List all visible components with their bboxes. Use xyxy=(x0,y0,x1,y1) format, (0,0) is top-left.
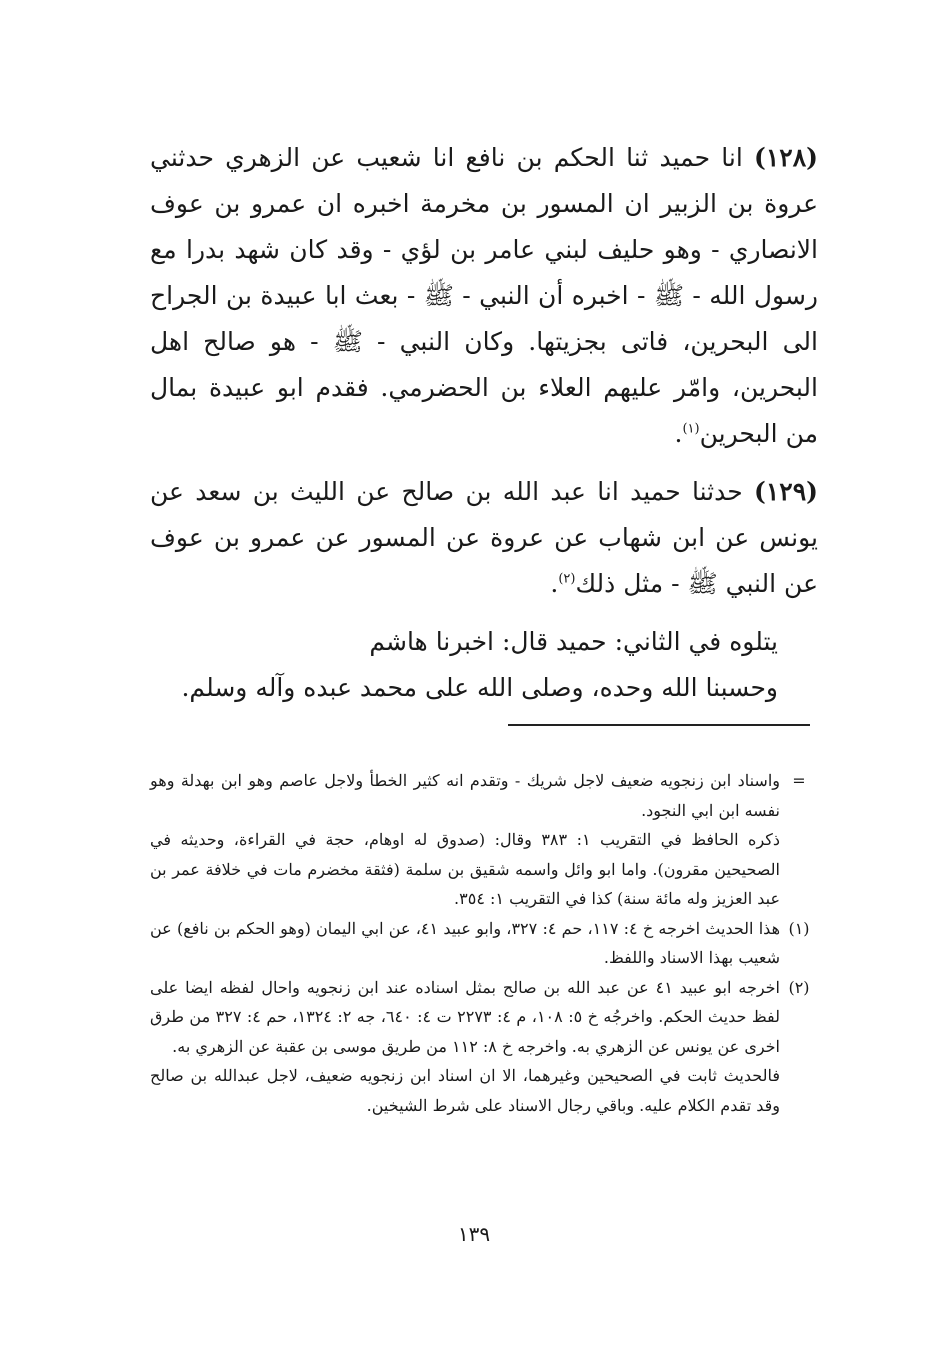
footnote-continued-text: واسناد ابن زنجويه ضعيف لاجل شريك - وتقدم انه كثير الخطأ ولاجل عاصم وهو ابن بهدلة وهو نفسه ابن ابي النجود. xyxy=(150,771,780,820)
footnotes xyxy=(150,766,818,1120)
footnote-ref-1: (١) xyxy=(682,421,700,437)
footnote-continued-text-2: ذكره الحافظ في التقريب ١: ٣٨٣ وقال: (صدوق له اوهام، حجة في القراءة، وحديثه في الصحيحين مقرون). واما ابو وائل واسمه شقيق بن سلمة (فثقة مخضرم مات في خلافة عمر بن عبد العزيز وله مائة سنة) كذا في التقريب ١: ٣٥٤. xyxy=(150,830,781,908)
page-number: ١٣٩ xyxy=(457,1222,491,1246)
footnote-continued-part-2 xyxy=(150,825,818,914)
footnote-1 xyxy=(150,914,818,973)
footnote-2-text: اخرجه ابو عبيد ٤١ عن عبد الله بن صالح بمثل اسناده عند ابن زنجويه واحال لفظه ايضا على لفظ حديث الحكم. واخرجُه خ ٥: ١٠٨، م ٤: ٢٢٧٣ ت ٤: ٦٤٠، جه ٢: ١٣٢٤، حم ٤: ٣٢٧ من طرق اخرى عن يونس عن الزهري به. واخرجه خ ٨: ١١٢ من طريق موسى بن عقبة عن الزهري به. xyxy=(150,977,781,1056)
hadith-128-number: (١٢٨) xyxy=(754,143,818,172)
footnote-continued-marker: = xyxy=(792,771,806,790)
hadith-128-tail-text: من البحرين xyxy=(699,419,818,448)
footnote-ref-2: (٢) xyxy=(558,571,576,587)
hadith-128-end: . xyxy=(674,419,683,448)
footnote-divider xyxy=(508,724,810,726)
footnote-2 xyxy=(150,973,818,1062)
footnote-spacer xyxy=(780,825,818,914)
footnote-2-part-2 xyxy=(150,1061,818,1120)
hadith-129-text: حدثنا حميد انا عبد الله بن صالح عن الليث بن سعد عن يونس عن ابن شهاب عن عروة عن المسور عن عمرو بن عوف عن النبي ﷺ - مثل ذلك xyxy=(150,477,818,598)
footnote-2-text-2: فالحديث ثابت في الصحيحين وغيرهما، الا ان اسناد ابن زنجويه ضعيف، لاجل عبدالله بن صالح وقد تقدم الكلام عليه. وباقي رجال الاسناد على شرط الشيخين. xyxy=(150,1066,780,1115)
footnote-continued xyxy=(150,766,818,825)
footnote-spacer xyxy=(780,1061,818,1120)
footnote-1-text: هذا الحديث اخرجه خ ٤: ١١٧، حم ٤: ٣٢٧، وابو عبيد ٤١، عن ابي اليمان (وهو الحكم بن نافع) عن شعيب بهذا الاسناد واللفظ. xyxy=(150,918,781,967)
footnote-1-marker: (١) xyxy=(788,918,810,938)
main-text xyxy=(150,135,818,711)
hadith-128-tail xyxy=(675,419,819,448)
footnote-2-marker: (٢) xyxy=(788,977,810,997)
closing-line-1: يتلوه في الثاني: حميد قال: اخبرنا هاشم xyxy=(369,627,778,656)
closing-line-2: وحسبنا الله وحده، وصلى الله على محمد عبده وآله وسلم. xyxy=(181,673,778,702)
hadith-129 xyxy=(150,469,818,607)
hadith-129-number: (١٢٩) xyxy=(754,477,818,506)
hadith-128 xyxy=(150,135,818,457)
hadith-128-text: انا حميد ثنا الحكم بن نافع انا شعيب عن الزهري حدثني عروة بن الزبير ان المسور بن مخرمة اخبره ان عمرو بن عوف الانصاري - وهو حليف لبني عامر بن لؤي - وقد كان شهد بدرا مع رسول الله - ﷺ - اخبره أن النبي - ﷺ - بعث ابا عبيدة بن الجراح الى البحرين، فاتى بجزيتها. وكان النبي - ﷺ - هو صالح اهل البحرين، وامّر عليهم العلاء بن الحضرمي. فقدم ابو عبيدة بمال xyxy=(150,143,818,402)
closing-block xyxy=(150,619,818,711)
hadith-129-end: . xyxy=(550,569,559,598)
